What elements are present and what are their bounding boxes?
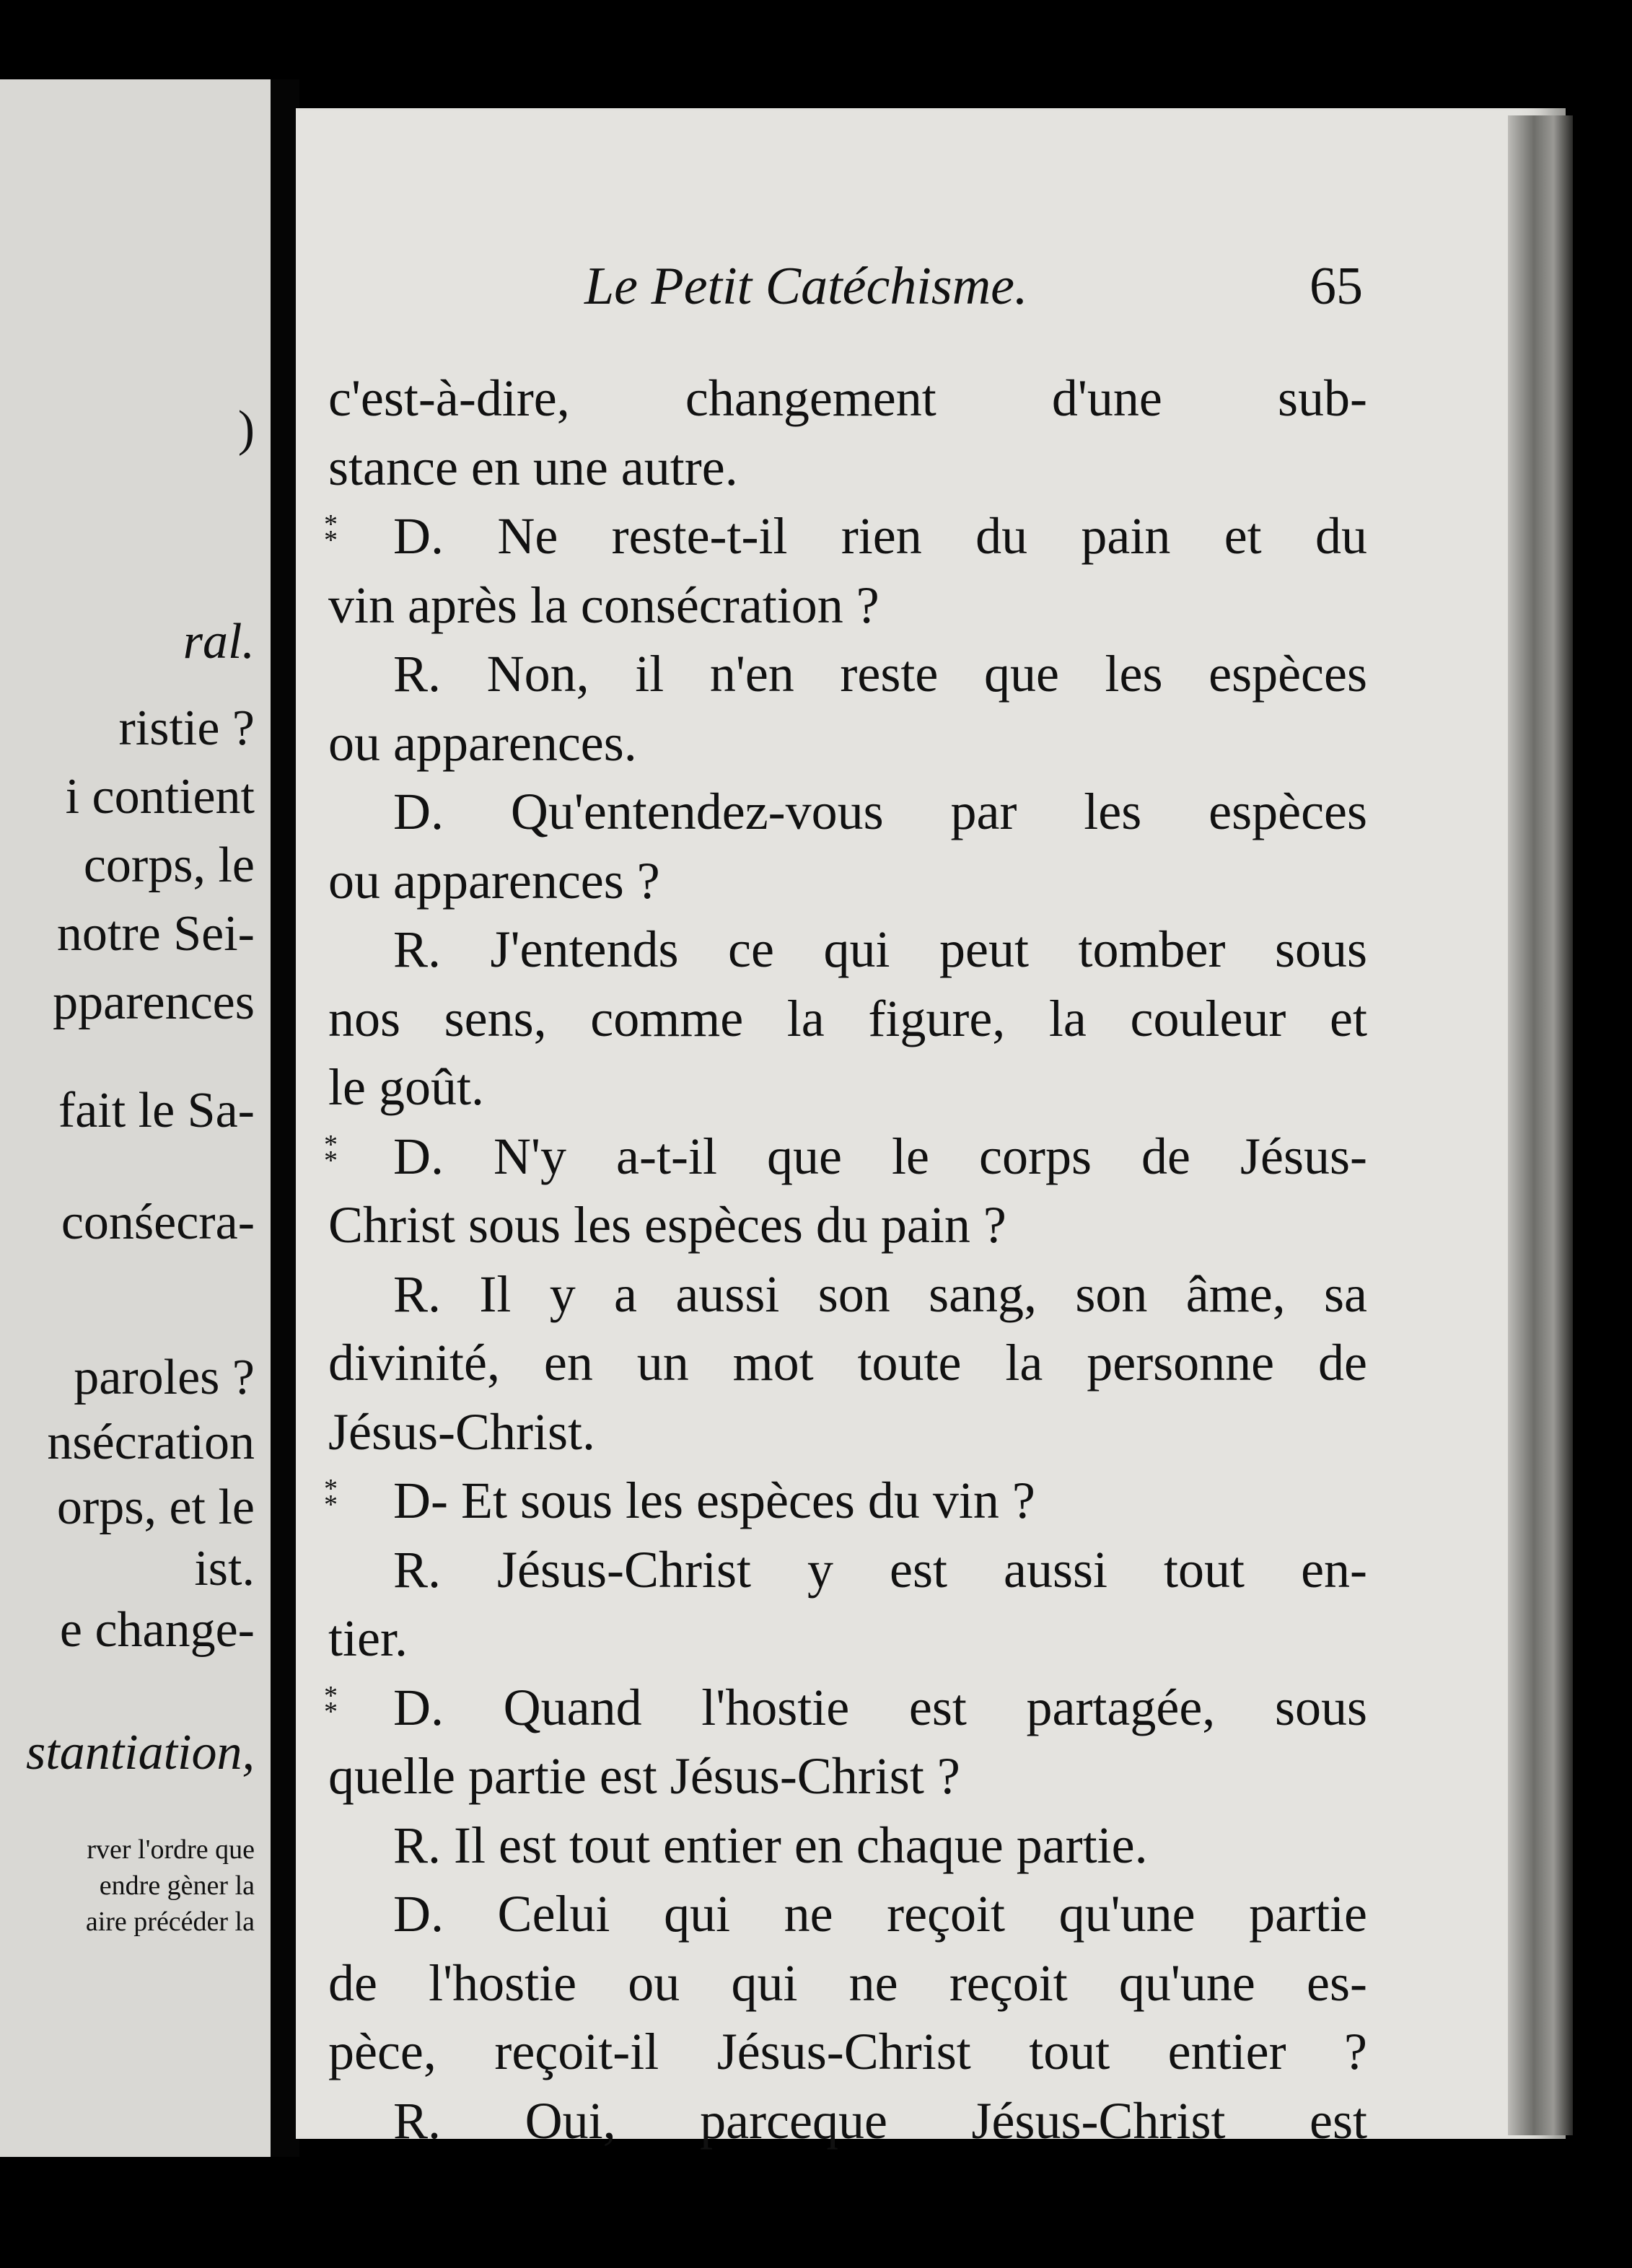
left-page-fragment: e change- xyxy=(59,1602,255,1658)
asterism-marker: * * xyxy=(324,1474,338,1520)
text-line xyxy=(328,1329,1367,1398)
left-page-fragment: nsécration xyxy=(47,1415,255,1470)
line-text: R. Non, il n'en reste que les espèces xyxy=(393,645,1367,703)
line-text: c'est-à-dire, changement d'une sub- xyxy=(328,369,1367,427)
line-text: R. Il y a aussi son sang, son âme, sa xyxy=(393,1265,1367,1323)
line-text: D. Qu'entendez-vous par les espèces xyxy=(393,783,1367,840)
left-page-fragment: paroles ? xyxy=(74,1350,255,1405)
line-text: le goût. xyxy=(328,1058,484,1116)
left-page-fragment: orps, et le xyxy=(56,1480,255,1535)
line-text: D. Ne reste-t-il rien du pain et du xyxy=(393,507,1367,565)
text-line xyxy=(328,640,1367,709)
text-line xyxy=(328,1742,1367,1811)
page-header xyxy=(0,257,1371,325)
left-page-fragment: stantiation, xyxy=(26,1725,255,1780)
left-page-fragment: aire précéder la xyxy=(85,1907,255,1937)
text-line xyxy=(324,1467,1367,1536)
line-text: D. N'y a-t-il que le corps de Jésus- xyxy=(393,1127,1367,1185)
line-text: Jésus-Christ. xyxy=(328,1402,596,1461)
book-gutter xyxy=(271,79,299,2157)
text-line xyxy=(328,1604,1367,1674)
text-line xyxy=(328,571,1367,641)
text-line xyxy=(328,985,1367,1054)
line-text: vin après la consécration ? xyxy=(328,576,879,634)
text-line xyxy=(328,1053,1367,1122)
left-page-fragment: notre Sei- xyxy=(56,906,255,962)
text-line xyxy=(328,1811,1367,1881)
line-text: Christ sous les espèces du pain ? xyxy=(328,1196,1006,1254)
left-page-fragment: ist. xyxy=(194,1541,255,1596)
text-line xyxy=(328,364,1367,434)
page-number: 65 xyxy=(1309,257,1363,316)
line-text: quelle partie est Jésus-Christ ? xyxy=(328,1747,960,1805)
text-line xyxy=(328,778,1367,847)
line-text: stance en une autre. xyxy=(328,438,738,496)
left-page-fragment: ) xyxy=(237,401,255,457)
text-line xyxy=(328,1398,1367,1467)
text-line xyxy=(324,1122,1367,1192)
left-page-fragment: corps, le xyxy=(83,838,255,893)
line-text: R. J'entends ce qui peut tomber sous xyxy=(393,920,1367,978)
left-page-fragment: conśecra- xyxy=(61,1195,255,1250)
line-text: ou apparences. xyxy=(328,713,637,772)
left-page-fragment: i contient xyxy=(65,769,255,825)
text-line xyxy=(324,502,1367,571)
line-text: ou apparences ? xyxy=(328,851,660,910)
asterism-marker: * * xyxy=(324,1129,338,1176)
line-text: pèce, reçoit-il Jésus-Christ tout entier ? xyxy=(328,2023,1367,2080)
line-text: R. Il est tout entier en chaque partie. xyxy=(393,1816,1148,1874)
left-page-fragment: fait le Sa- xyxy=(58,1083,255,1138)
asterism-marker: * * xyxy=(324,509,338,555)
line-text: D- Et sous les espèces du vin ? xyxy=(393,1472,1035,1529)
line-text: R. Jésus-Christ y est aussi tout en- xyxy=(393,1540,1367,1599)
asterism-marker: * * xyxy=(324,1680,338,1727)
text-line xyxy=(328,915,1367,985)
text-line xyxy=(328,1536,1367,1605)
left-page xyxy=(0,79,271,2157)
left-page-fragment: rver l'ordre que xyxy=(87,1834,255,1865)
text-line xyxy=(328,434,1367,503)
left-page-fragment: ristie ? xyxy=(118,700,255,756)
running-title: Le Petit Catéchisme. xyxy=(584,257,1028,316)
text-line xyxy=(328,847,1367,916)
text-line xyxy=(328,1191,1367,1260)
body-text xyxy=(324,364,1367,2155)
text-line xyxy=(328,1949,1367,2018)
line-text: divinité, en un mot toute la personne de xyxy=(328,1334,1367,1392)
left-page-fragment: ral. xyxy=(183,614,255,669)
text-line xyxy=(328,1260,1367,1329)
page-edge xyxy=(1508,115,1573,2135)
text-line xyxy=(328,1880,1367,1949)
left-page-fragment: endre gèner la xyxy=(99,1871,255,1901)
line-text: de l'hostie ou qui ne reçoit qu'une es- xyxy=(328,1953,1367,2012)
line-text: D. Quand l'hostie est partagée, sous xyxy=(393,1678,1367,1736)
line-text: tier. xyxy=(328,1609,408,1667)
text-line xyxy=(328,2018,1367,2087)
text-line xyxy=(328,2087,1367,2156)
left-page-fragment: pparences xyxy=(53,975,255,1030)
text-line xyxy=(324,1674,1367,1743)
line-text: D. Celui qui ne reçoit qu'une partie xyxy=(393,1885,1367,1943)
text-line xyxy=(328,709,1367,778)
line-text: nos sens, comme la figure, la couleur et xyxy=(328,989,1367,1047)
line-text: R. Oui, parceque Jésus-Christ est xyxy=(393,2091,1367,2150)
